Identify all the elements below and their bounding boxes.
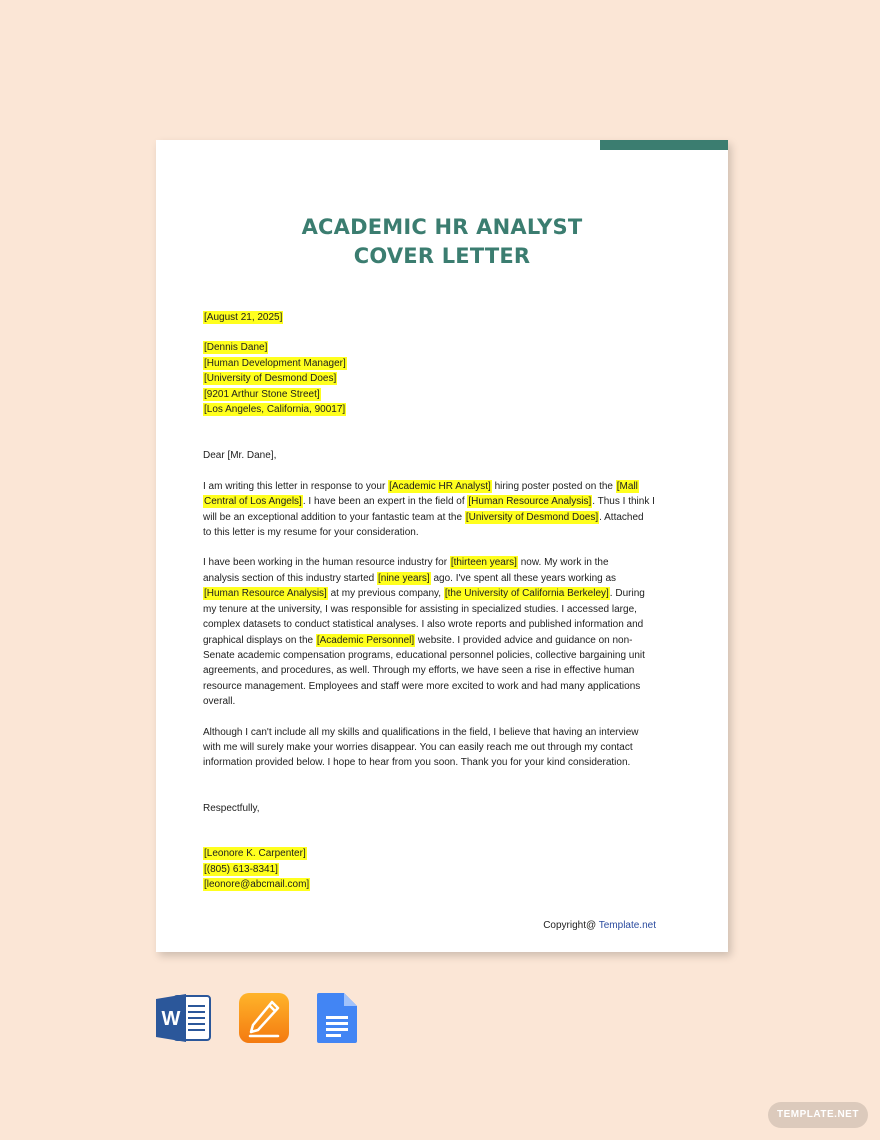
highlight-role: [Human Resource Analysis] [204,588,327,600]
document-page [156,140,728,952]
recipient-name: [Dennis Dane] [204,342,268,354]
highlight-years: [thirteen years] [450,557,517,569]
highlight-source-b: Central of Los Angels] [204,496,302,508]
highlight-previous-company: [the University of California Berkeley] [444,588,609,600]
paragraph-1: I am writing this letter in response to your [Academic HR Analyst] hiring poster posted on the [Mall Central of Los Angels]. I have been an expert in the field of [Human Resource Analysis]. Thus I think I will be an exceptional addition to your fantastic team at the [University of Desmond Does]. Attached to this letter is my resume for your consideration. [203,480,655,539]
letter-body [203,310,663,892]
title-line-2: COVER LETTER [353,244,531,268]
document-title [156,213,728,271]
closing: Respectfully, [203,802,260,814]
pages-icon[interactable] [238,992,290,1049]
paragraph-3: Although I can't include all my skills and qualifications in the field, I believe that having an interview with me will surely make your worries disappear. You can easily reach me out through my contact information provided below. I hope to hear from you soon. Thank you for your kind consideration. [203,726,639,769]
title-line-1: ACADEMIC HR ANALYST [301,215,583,239]
recipient-city: [Los Angeles, California, 90017] [204,404,346,416]
recipient-block [203,340,663,417]
highlight-field: [Human Resource Analysis] [468,496,592,508]
highlight-source-a: [Mall [616,480,638,492]
copyright-link[interactable]: Template.net [598,920,656,931]
highlight-nine-years: [nine years] [377,572,430,584]
signature-phone: [(805) 613-8341] [204,863,278,875]
signature-email: [leonore@abcmail.com] [204,878,310,890]
recipient-street: [9201 Arthur Stone Street] [204,388,320,400]
word-letter: W [161,1008,181,1030]
highlight-website: [Academic Personnel] [316,634,415,646]
accent-bar [600,140,728,150]
date-line [203,310,663,325]
signature-name: [Leonore K. Carpenter] [204,848,306,860]
google-docs-icon[interactable] [316,992,358,1049]
copyright: Copyright@ Template.net [543,920,656,931]
highlight-position: [Academic HR Analyst] [389,480,491,492]
date: [August 21, 2025] [204,312,283,323]
salutation: Dear [Mr. Dane], [203,450,277,462]
signature-block [203,846,663,892]
paragraph-2: I have been working in the human resource industry for [thirteen years] now. My work in the analysis section of this industry started [nine years] ago. I've spent all these years working as [Human Resource Analysis] at my previous company, [the University of California Berkeley]. During my tenure at the university, I was responsible for assisting in specialized studies. I accessed large, complex datasets to conduct statistical analyses. I also wrote reports and published information and graphical displays on the [Academic Personnel] website. I provided advice and guidance on non- Senate academic compensation programs, educational personnel policies, collective bargaining unit agreements, and procedures, as well. Through my efforts, we have seen a rise in effective human resource management. Employees and staff were more excited to work and had many applications overall. [203,557,645,708]
watermark: TEMPLATE.NET [768,1102,868,1128]
highlight-company: [University of Desmond Does] [465,511,599,523]
recipient-company: [University of Desmond Does] [204,373,337,385]
recipient-title: [Human Development Manager] [204,357,346,369]
word-icon[interactable] [156,992,212,1049]
